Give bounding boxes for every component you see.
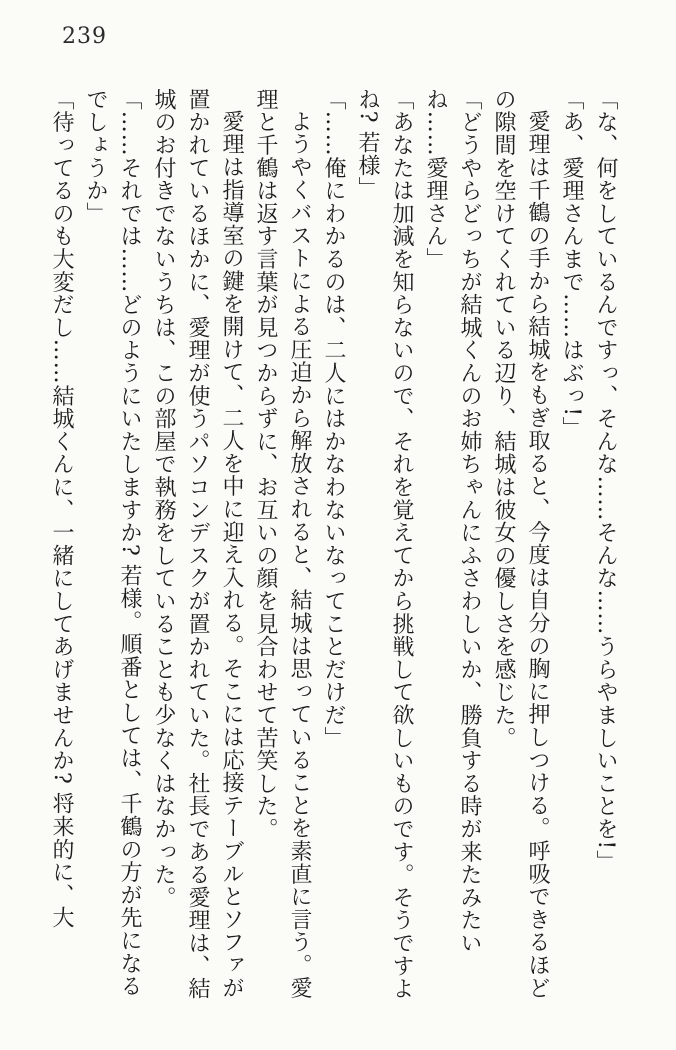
paragraph: 愛理は指導室の鍵を開けて、二人を中に迎え入れる。そこには応接テーブルとソファが置かれているほかに、愛理が使うパソコンデスクが置かれていた。社長である愛理は、結城のお付きでないうちは、この部屋で執務をしていることも少なくはなかった。 xyxy=(151,88,244,1000)
paragraph: 「あなたは加減を知らないので、それを覚えてから挑戦して欲しいものです。そうですよね? 若様」 xyxy=(355,88,414,1000)
paragraph: 「……俺にわかるのは、二人にはかなわないなってことだけだ」 xyxy=(321,88,346,750)
paragraph: 「待ってるのも大変だし……結城くんに、一緒にしてあげませんか? 将来的に、大 xyxy=(49,88,74,930)
page-number: 239 xyxy=(62,24,107,49)
paragraph: 「どうやらどっちが結城くんのお姉ちゃんにふさわしいか、勝負する時が来たみたいね……愛理さん」 xyxy=(423,88,482,955)
novel-text-area xyxy=(42,88,622,1004)
paragraph: 「……それでは……どのようにいたしますか? 若様。順番としては、千鶴の方が先になるでしょうか」 xyxy=(83,88,142,998)
paragraph: ようやくバストによる圧迫から解放されると、結城は思っていることを素直に言う。愛理と千鶴は返す言葉が見つからずに、お互いの顔を見合わせて苦笑した。 xyxy=(253,88,312,1000)
paragraph: 「な、何をしているんですっ、そんな……そんな……うらやましいことを!」 xyxy=(593,88,618,873)
paragraph: 愛理は千鶴の手から結城をもぎ取ると、今度は自分の胸に押しつける。呼吸できるほどの隙間を空けてくれている辺り、結城は彼女の優しさを感じた。 xyxy=(491,88,550,1000)
paragraph: 「あ、愛理さんまで……はぶっ!」 xyxy=(559,88,584,440)
